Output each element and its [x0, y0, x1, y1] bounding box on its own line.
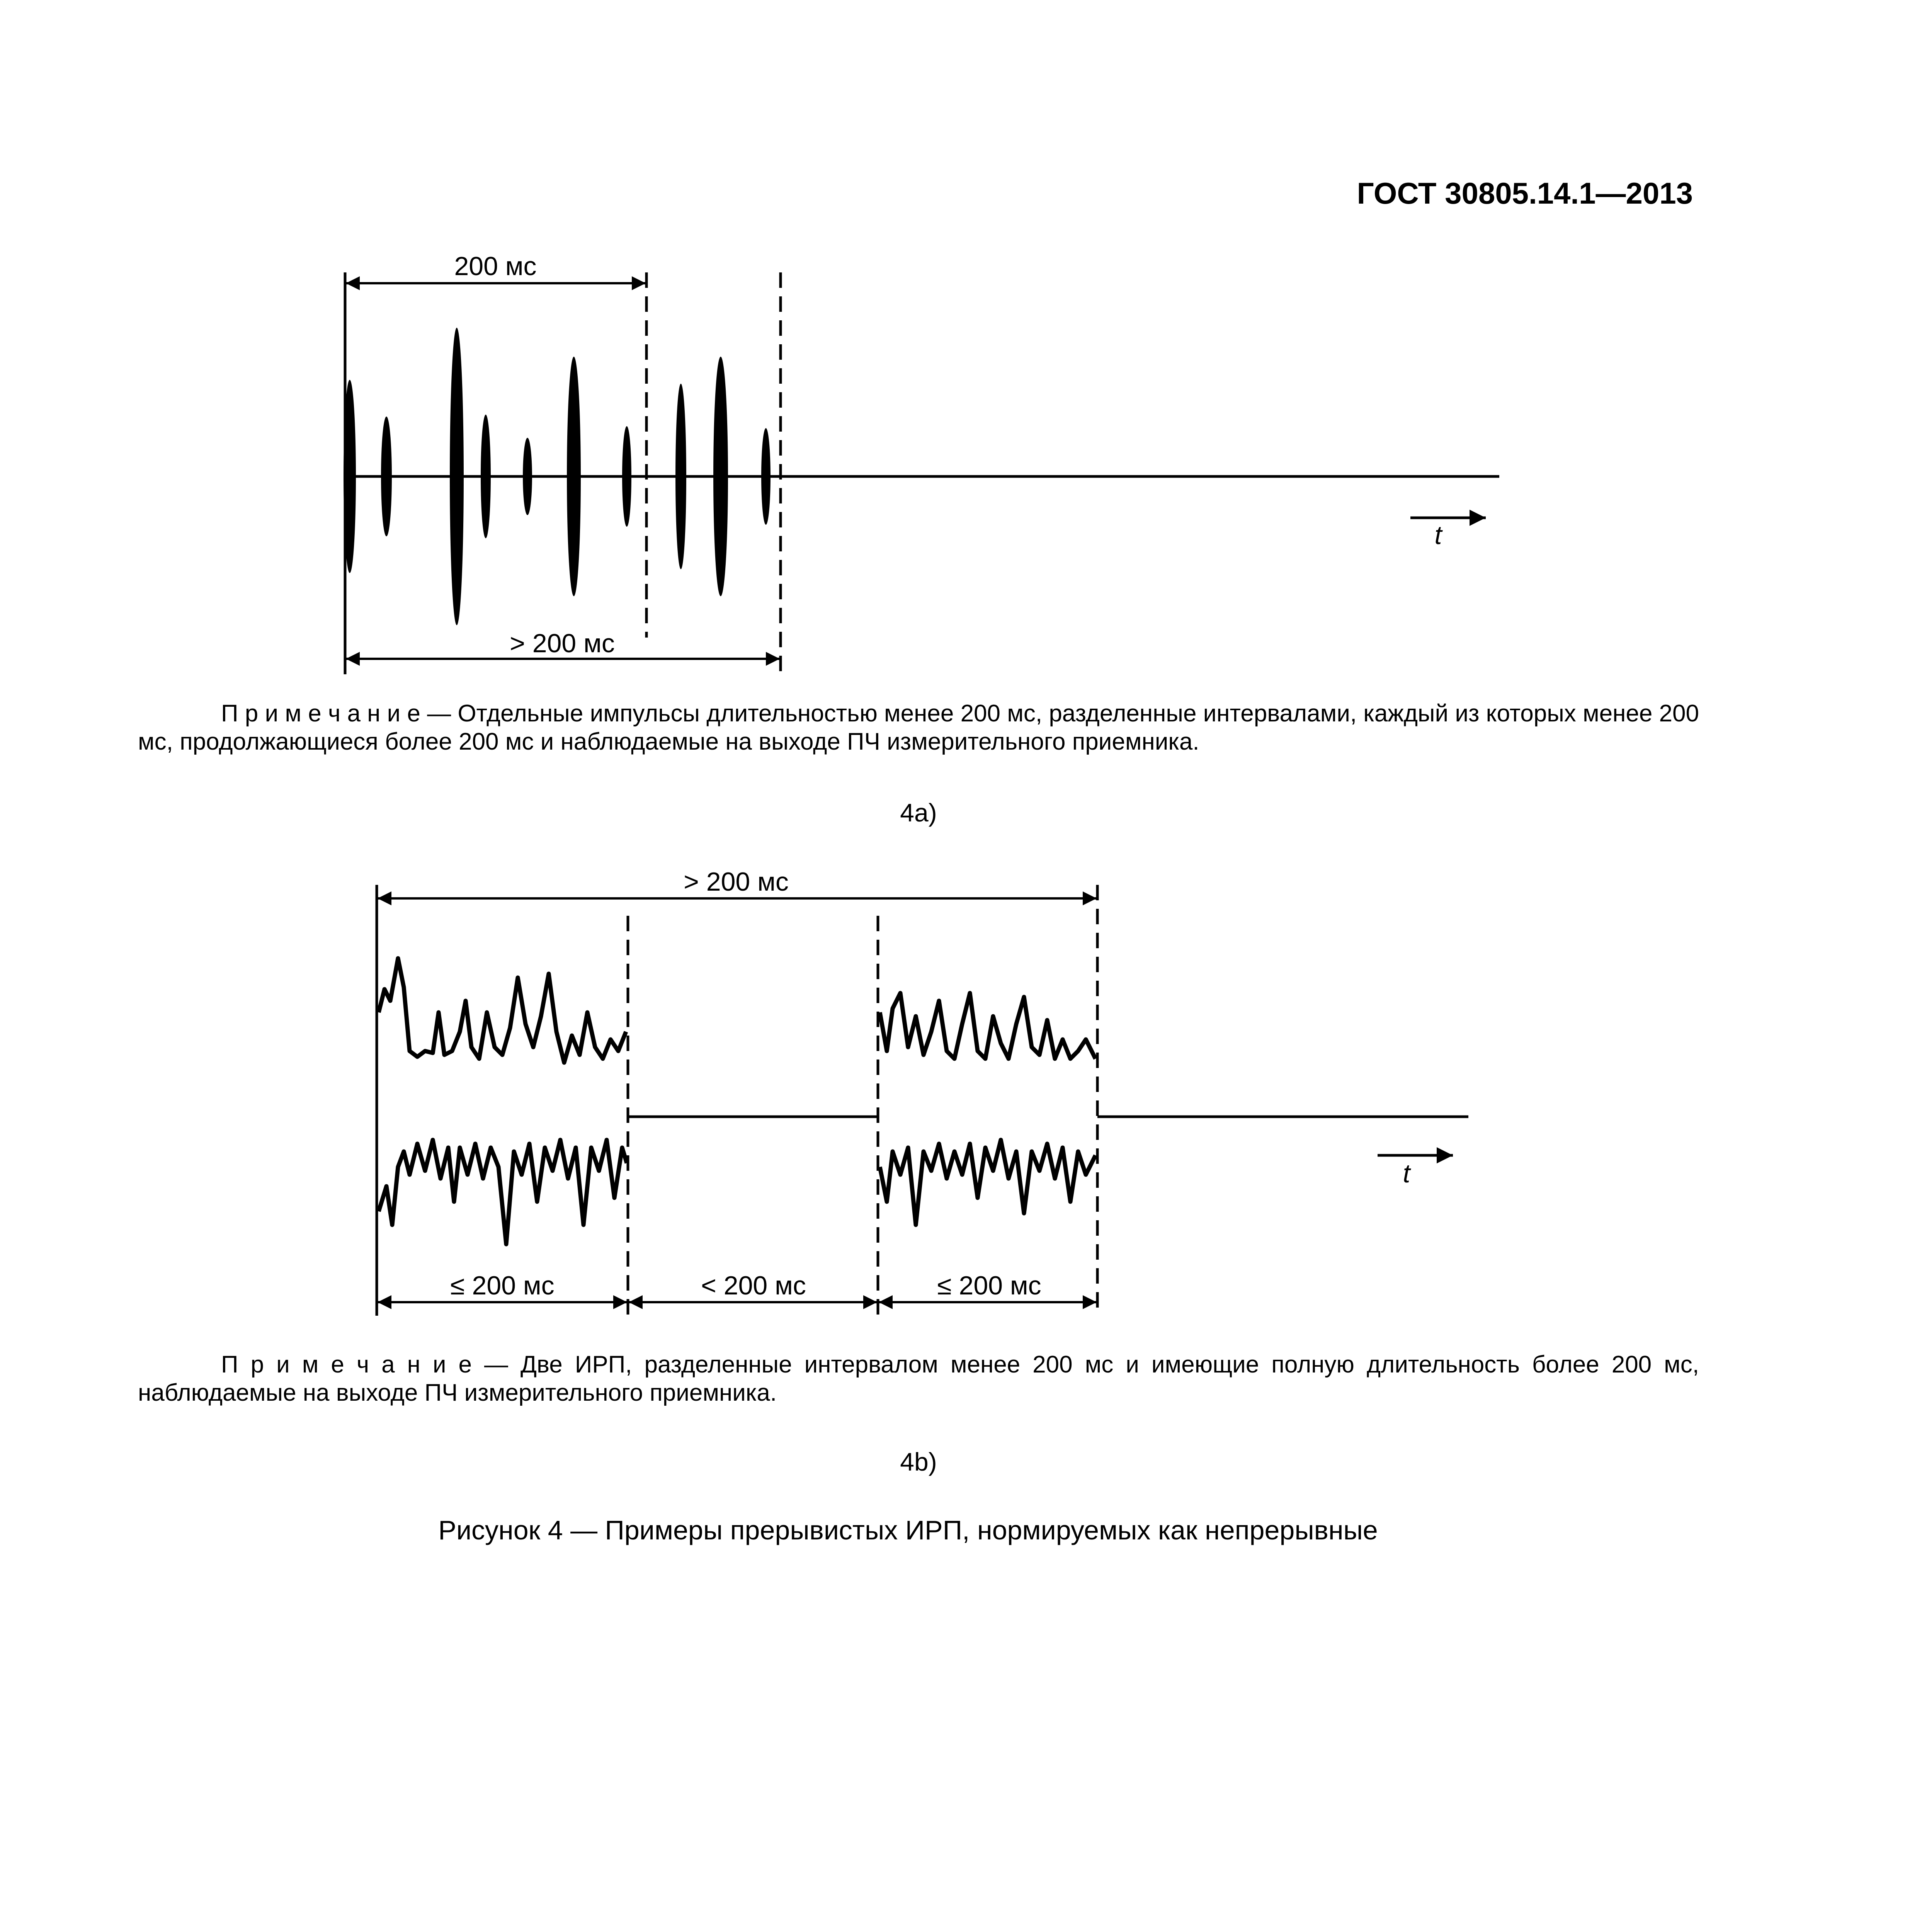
pulse: [567, 357, 581, 596]
waveform-lower: [379, 1140, 627, 1244]
waveform-lower-2: [880, 1140, 1095, 1225]
note-prefix: П р и м е ч а н и е: [221, 700, 420, 727]
figure-4a-drawing: [0, 0, 1917, 696]
waveform-upper: [379, 958, 626, 1063]
t-axis-label: t: [1434, 520, 1442, 550]
figure-4b: [0, 831, 1917, 1333]
note-4a: [138, 699, 1699, 756]
t-axis-label: t: [1403, 1159, 1410, 1188]
pulse: [713, 357, 728, 596]
pulse: [481, 415, 491, 538]
bottom-dim-label: > 200 мс: [510, 629, 615, 658]
note-text: — Две ИРП, разделенные интервалом менее 200 мс и имеющие полную длительность более 200 мс, наблюдаемые на выходе ПЧ измерительного приемника.: [138, 1351, 1699, 1406]
sublabel-4a: 4a): [900, 798, 937, 827]
note-4b: [138, 1350, 1699, 1407]
pulse: [622, 426, 631, 527]
top-dim-label: 200 мс: [454, 252, 537, 281]
dim-label-1: ≤ 200 мс: [450, 1271, 555, 1300]
document-header: ГОСТ 30805.14.1—2013: [1357, 176, 1693, 210]
figure-caption: Рисунок 4 — Примеры прерывистых ИРП, нормируемых как непрерывные: [438, 1515, 1378, 1545]
pulse: [675, 384, 686, 569]
note-text: — Отдельные импульсы длительностью менее 200 мс, разделенные интервалами, каждый из которых менее 200 мс, продолжающиеся более 200 мс и наблюдаемые на выходе ПЧ измерительного приемника.: [138, 700, 1699, 755]
pulse: [450, 328, 464, 625]
sublabel-4b: 4b): [900, 1447, 937, 1476]
waveform-upper-2: [880, 993, 1095, 1059]
dim-label-2: < 200 мс: [701, 1271, 806, 1300]
dim-label-3: ≤ 200 мс: [937, 1271, 1041, 1300]
pulse: [344, 380, 356, 573]
note-prefix: П р и м е ч а н и е: [221, 1351, 472, 1378]
figure-4b-drawing: [0, 831, 1917, 1333]
pulse: [523, 438, 532, 515]
figure-4a: [0, 0, 1917, 696]
top-dim-label: > 200 мс: [684, 867, 789, 896]
pulse: [381, 417, 392, 536]
pulse: [761, 428, 771, 525]
